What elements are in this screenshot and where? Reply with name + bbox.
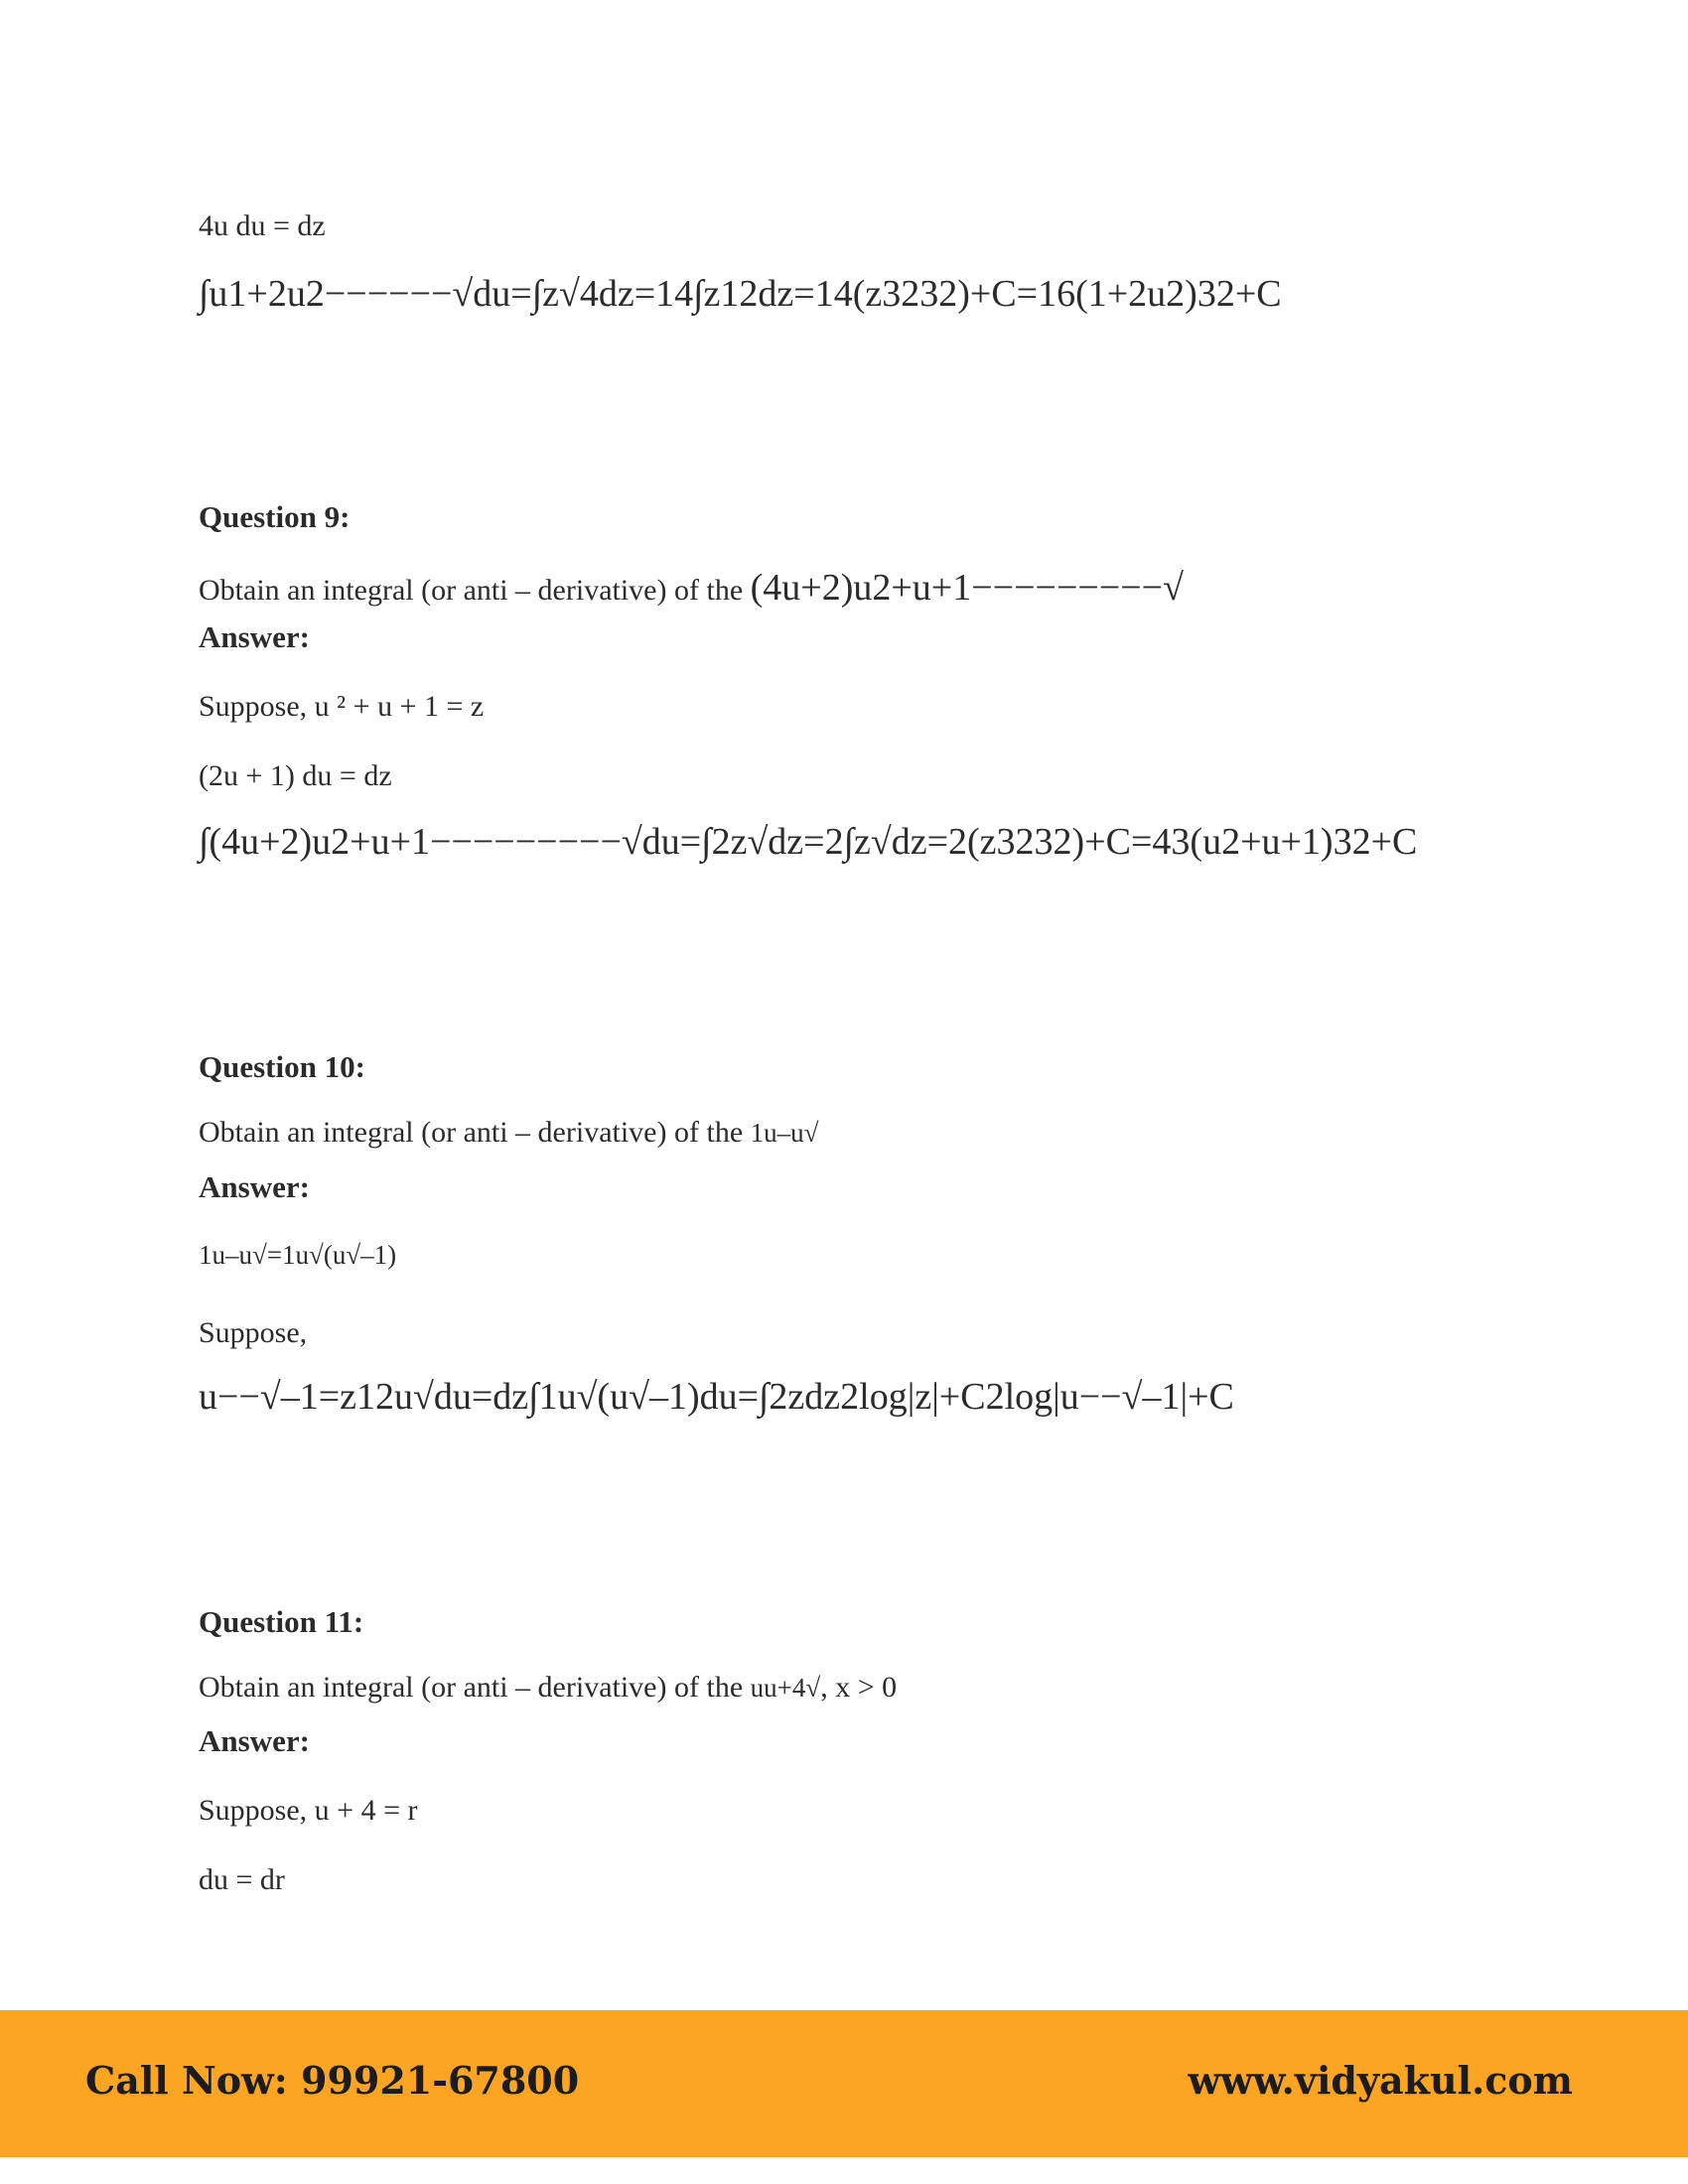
- q10-heading: Question 10:: [199, 1049, 365, 1084]
- q9-step2: (2u + 1) du = dz: [199, 759, 392, 792]
- q11-prompt-text: Obtain an integral (or anti – derivative) of the: [199, 1671, 751, 1704]
- q11-heading: Question 11:: [199, 1604, 364, 1639]
- q11-step1: Suppose, u + 4 = r: [199, 1794, 418, 1827]
- q9-prompt-math: (4u+2)u2+u+1−−−−−−−−−√: [750, 567, 1184, 609]
- q10-prompt-text: Obtain an integral (or anti – derivative) of the: [199, 1116, 751, 1149]
- q11-prompt-tail: , x > 0: [820, 1671, 898, 1704]
- footer-banner: [0, 2010, 1688, 2157]
- footer-call-now[interactable]: Call Now: 99921-67800: [85, 2058, 580, 2103]
- q8-integral-equation: ∫u1+2u2−−−−−−√du=∫z√4dz=14∫z12dz=14(z3232)+C=16(1+2u2)32+C: [199, 273, 1282, 315]
- q11-answer-label: Answer:: [199, 1723, 310, 1758]
- q10-integral-equation: u−−√–1=z12u√du=dz∫1u√(u√–1)du=∫2zdz2log|z|+C2log|u−−√–1|+C: [199, 1376, 1234, 1418]
- q10-answer-label: Answer:: [199, 1169, 310, 1204]
- q9-heading: Question 9:: [199, 499, 351, 534]
- q11-step2: du = dr: [199, 1863, 285, 1896]
- q9-prompt: [199, 566, 1184, 610]
- q11-prompt-math: uu+4√: [750, 1673, 821, 1703]
- q10-step1: 1u–u√=1u√(u√–1): [199, 1240, 397, 1270]
- q9-answer-label: Answer:: [199, 619, 310, 654]
- q8-step-line: 4u du = dz: [199, 209, 326, 242]
- q10-step2: Suppose,: [199, 1316, 308, 1349]
- q10-prompt-math: 1u–u√: [750, 1118, 819, 1148]
- q9-step1: Suppose, u ² + u + 1 = z: [199, 690, 485, 723]
- footer-website-link[interactable]: www.vidyakul.com: [1188, 2058, 1573, 2103]
- q11-prompt: [199, 1671, 897, 1705]
- q9-prompt-text: Obtain an integral (or anti – derivative) of the: [199, 574, 751, 607]
- q10-prompt: [199, 1116, 818, 1150]
- q9-integral-equation: ∫(4u+2)u2+u+1−−−−−−−−−√du=∫2z√dz=2∫z√dz=2(z3232)+C=43(u2+u+1)32+C: [199, 821, 1418, 863]
